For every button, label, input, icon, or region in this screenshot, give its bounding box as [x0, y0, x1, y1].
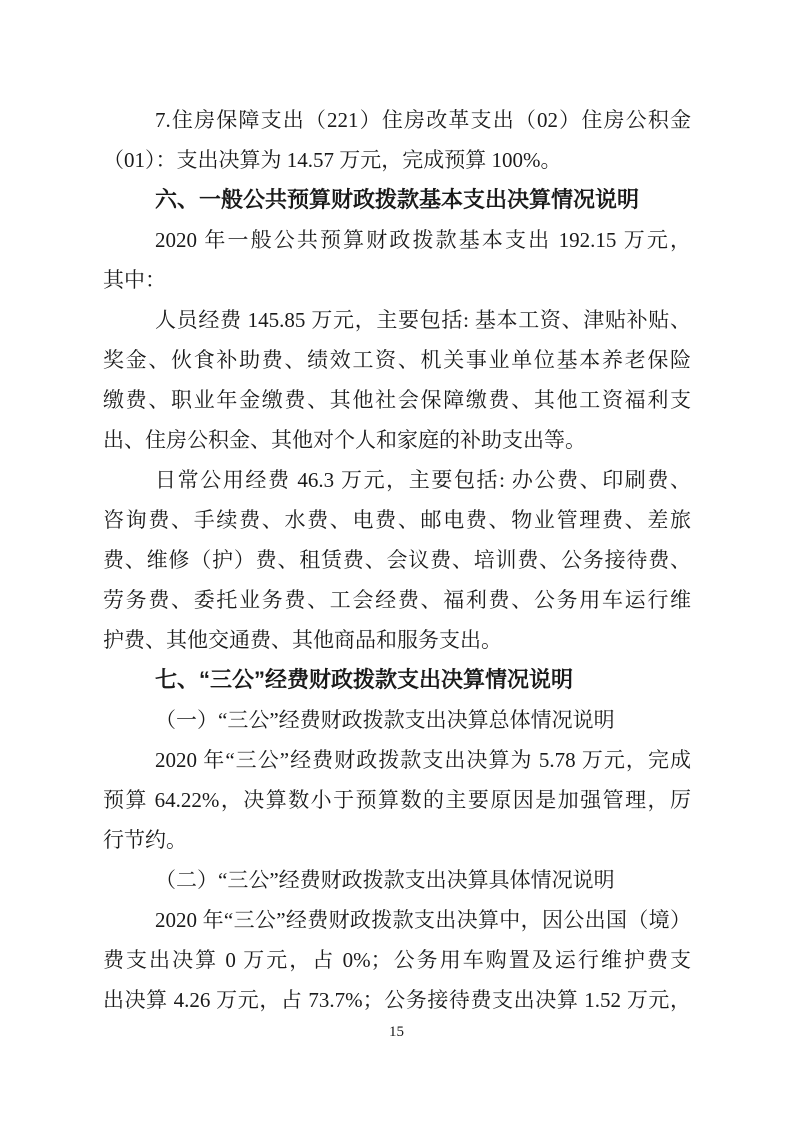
paragraph-line: 费、维修（护）费、租赁费、会议费、培训费、公务接待费、	[103, 548, 691, 572]
paragraph-line: 2020 年“三公”经费财政拨款支出决算为 5.78 万元，完成	[155, 748, 691, 772]
section-heading: 七、“三公”经费财政拨款支出决算情况说明	[155, 667, 574, 692]
paragraph-line: 7.住房保障支出（221）住房改革支出（02）住房公积金	[155, 108, 691, 132]
paragraph-line: 奖金、伙食补助费、绩效工资、机关事业单位基本养老保险	[103, 348, 691, 372]
document-body	[103, 100, 691, 1020]
paragraph-line: 日常公用经费 46.3 万元，主要包括: 办公费、印刷费、	[155, 468, 691, 492]
paragraph-line: 2020 年一般公共预算财政拨款基本支出 192.15 万元，	[155, 228, 691, 252]
paragraph-line: 咨询费、手续费、水费、电费、邮电费、物业管理费、差旅	[103, 508, 691, 532]
subsection-heading: （二）“三公”经费财政拨款支出决算具体情况说明	[155, 868, 615, 892]
paragraph-line: 护费、其他交通费、其他商品和服务支出。	[103, 628, 502, 652]
paragraph-line: 预算 64.22%，决算数小于预算数的主要原因是加强管理，厉	[103, 788, 691, 812]
paragraph-line: 缴费、职业年金缴费、其他社会保障缴费、其他工资福利支	[103, 388, 691, 412]
paragraph-line: 出决算 4.26 万元，占 73.7%；公务接待费支出决算 1.52 万元，	[103, 988, 691, 1012]
section-heading: 六、一般公共预算财政拨款基本支出决算情况说明	[155, 187, 640, 212]
paragraph-line: 劳务费、委托业务费、工会经费、福利费、公务用车运行维	[103, 588, 691, 612]
subsection-heading: （一）“三公”经费财政拨款支出决算总体情况说明	[155, 708, 615, 732]
paragraph-line: 行节约。	[103, 828, 187, 852]
paragraph-line: 出、住房公积金、其他对个人和家庭的补助支出等。	[103, 428, 586, 452]
paragraph-line: 人员经费 145.85 万元，主要包括: 基本工资、津贴补贴、	[155, 308, 691, 332]
paragraph-line: 费支出决算 0 万元，占 0%；公务用车购置及运行维护费支	[103, 948, 691, 972]
paragraph-line: 其中：	[103, 268, 166, 292]
page-number: 15	[389, 1024, 404, 1040]
paragraph-line: 2020 年“三公”经费财政拨款支出决算中，因公出国（境）	[155, 908, 691, 932]
paragraph-line: （01）：支出决算为 14.57 万元，完成预算 100%。	[103, 148, 562, 172]
